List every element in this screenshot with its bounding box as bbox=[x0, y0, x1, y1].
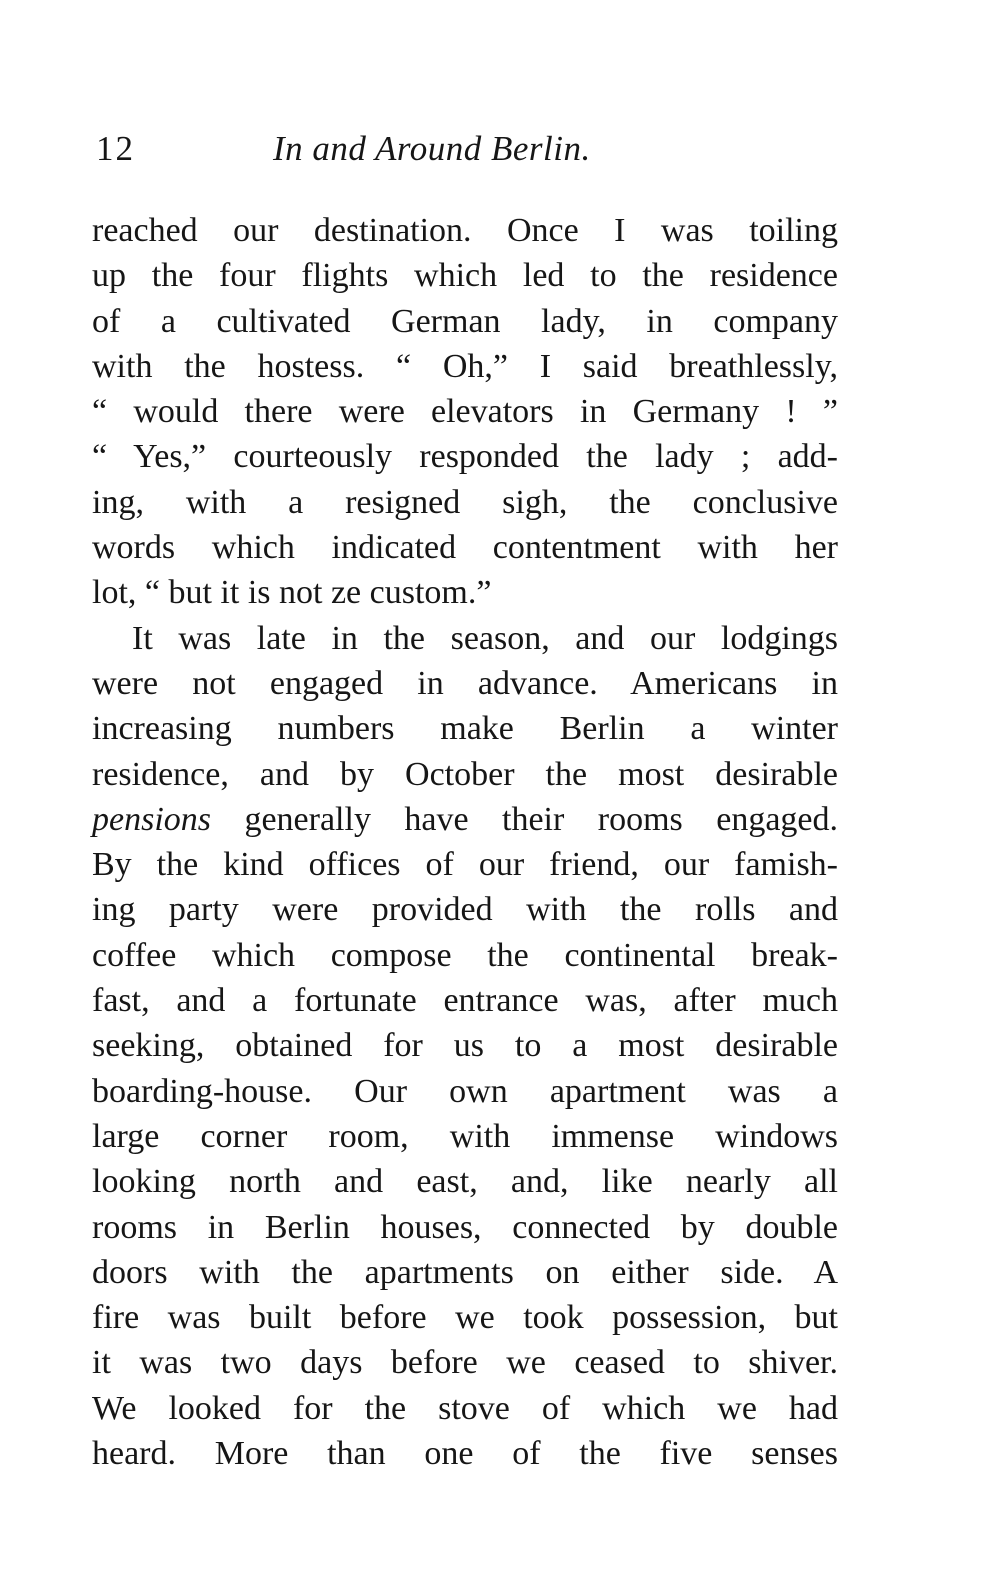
text-line: increasing numbers make Berlin a winter bbox=[92, 710, 838, 748]
paragraph-start-line: It was late in the season, and our lodgings bbox=[132, 619, 838, 657]
text-line: “ Yes,” courteously responded the lady ; add- bbox=[92, 438, 838, 476]
text-line: it was two days before we ceased to shiver. bbox=[92, 1344, 838, 1382]
text-line: large corner room, with immense windows bbox=[92, 1117, 838, 1155]
text-line: coffee which compose the continental break- bbox=[92, 936, 838, 974]
body-text bbox=[92, 208, 838, 1476]
text-line: with the hostess. “ Oh,” I said breathlessly, bbox=[92, 347, 838, 385]
text-line: fast, and a fortunate entrance was, after much bbox=[92, 982, 838, 1020]
text-line: up the four flights which led to the residence bbox=[92, 257, 838, 295]
text-line: ing, with a resigned sigh, the conclusive bbox=[92, 483, 838, 521]
text-line: ing party were provided with the rolls and bbox=[92, 891, 838, 929]
paragraph-end-line: lot, “ but it is not ze custom.” bbox=[92, 574, 492, 612]
text-line: looking north and east, and, like nearly all bbox=[92, 1163, 838, 1201]
italic-word: pensions bbox=[92, 800, 211, 838]
running-title: In and Around Berlin. bbox=[273, 129, 591, 168]
text-line: residence, and by October the most desirable bbox=[92, 755, 838, 793]
text-line: heard. More than one of the five senses bbox=[92, 1435, 838, 1473]
running-head bbox=[88, 124, 848, 174]
text-line: boarding-house. Our own apartment was a bbox=[92, 1072, 838, 1110]
text-line-rest: generally have their rooms engaged. bbox=[244, 800, 839, 838]
text-line: seeking, obtained for us to a most desirable bbox=[92, 1027, 838, 1065]
page-number: 12 bbox=[96, 129, 135, 168]
text-line: words which indicated contentment with her bbox=[92, 529, 838, 567]
text-line: “ would there were elevators in Germany ! ” bbox=[92, 393, 838, 431]
text-line: reached our destination. Once I was toiling bbox=[92, 212, 838, 249]
text-line: doors with the apartments on either side. A bbox=[92, 1253, 838, 1291]
text-line: of a cultivated German lady, in company bbox=[92, 302, 838, 340]
text-line-with-italic bbox=[92, 797, 838, 842]
text-line: By the kind offices of our friend, our famish- bbox=[92, 846, 838, 884]
text-line: rooms in Berlin houses, connected by double bbox=[92, 1208, 838, 1246]
text-line: fire was built before we took possession, but bbox=[92, 1299, 838, 1337]
text-line: We looked for the stove of which we had bbox=[92, 1389, 838, 1427]
text-line: were not engaged in advance. Americans in bbox=[92, 664, 838, 702]
